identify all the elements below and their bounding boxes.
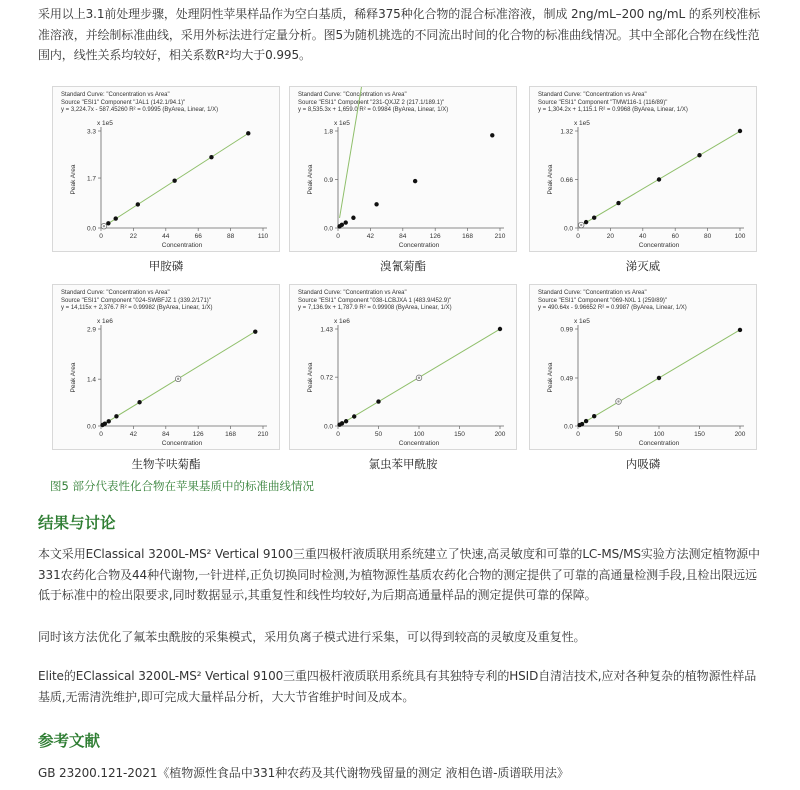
y-tick-label: 0.0 xyxy=(323,423,333,431)
y-tick-label: 0.66 xyxy=(560,176,573,184)
standard-curve-chart xyxy=(290,285,518,451)
data-point-center xyxy=(617,400,619,402)
data-point xyxy=(413,179,417,183)
y-tick-label: 0.9 xyxy=(323,176,333,184)
x-tick-label: 60 xyxy=(671,233,679,240)
standard-curve-chart xyxy=(530,285,758,451)
y-axis-title: Peak Area xyxy=(547,362,554,393)
data-point xyxy=(657,376,661,380)
y-scale-label: x 1e5 xyxy=(574,120,590,127)
data-point xyxy=(352,414,356,418)
y-tick-label: 0.0 xyxy=(86,225,96,233)
curve-header: Standard Curve: "Concentration vs Area" Source "ESI1" Component "024-SWBFJZ 1 (339.2/171)" y = 14,115x + 2,376.7 R² = 0.99982 (ByArea, Linear, 1/X) xyxy=(61,290,213,312)
data-point xyxy=(592,216,596,220)
data-point xyxy=(344,220,348,224)
x-tick-label: 210 xyxy=(257,431,269,438)
x-axis-title: Concentration xyxy=(161,440,203,447)
x-tick-label: 50 xyxy=(374,431,383,438)
x-tick-label: 84 xyxy=(399,233,407,240)
y-tick-label: 1.43 xyxy=(320,326,333,334)
standard-curve-chart xyxy=(530,87,758,253)
data-point xyxy=(376,399,380,403)
y-axis-title: Peak Area xyxy=(547,164,554,195)
curve-panel-4 xyxy=(52,284,280,450)
y-scale-label: x 1e5 xyxy=(97,120,113,127)
data-point xyxy=(738,129,742,133)
x-tick-label: 200 xyxy=(734,431,746,438)
x-axis-title: Concentration xyxy=(398,440,440,447)
y-tick-label: 0.0 xyxy=(563,423,573,431)
standard-curve-chart xyxy=(53,285,281,451)
data-point xyxy=(340,223,344,227)
compound-caption: 涕灭威 xyxy=(625,259,661,273)
y-tick-label: 0.49 xyxy=(560,375,573,383)
x-tick-label: 150 xyxy=(694,431,705,438)
references-heading: 参考文献 xyxy=(38,732,101,750)
y-tick-label: 0.72 xyxy=(320,374,333,382)
data-point xyxy=(351,216,355,220)
x-tick-label: 168 xyxy=(462,233,474,240)
curve-panel-6 xyxy=(529,284,757,450)
y-scale-label: x 1e5 xyxy=(334,120,350,127)
x-tick-label: 84 xyxy=(162,431,170,438)
x-tick-label: 200 xyxy=(494,431,506,438)
y-tick-label: 0.99 xyxy=(560,326,573,334)
data-point xyxy=(616,201,620,205)
reference-item: GB 23200.121-2021《植物源性食品中331种农药及其代谢物残留量的测定 液相色谱-质谱联用法》 xyxy=(38,766,569,780)
data-point xyxy=(340,421,344,425)
data-point xyxy=(738,328,742,332)
x-tick-label: 80 xyxy=(703,233,712,240)
y-tick-label: 1.8 xyxy=(323,128,333,136)
y-scale-label: x 1e5 xyxy=(574,318,590,325)
data-point xyxy=(498,327,502,331)
intro-paragraph: 采用以上3.1前处理步骤，处理阴性苹果样品作为空白基质，稀释375种化合物的混合标准溶液，制成 2ng/mL–200 ng/mL 的系列校准标准溶液，并绘制标准曲线，采用外标法进行定量分析。图5为随机挑选的不同流出时间的化合物的标准曲线情况。其中全部化合物在线性范围内，线性关系均较好，相关系数R²均大于0.995。 xyxy=(38,7,761,62)
data-point xyxy=(107,419,111,423)
x-tick-label: 100 xyxy=(413,431,425,438)
curve-panel-5 xyxy=(289,284,517,450)
compound-caption: 生物苄呋菊酯 xyxy=(131,457,201,471)
results-heading: 结果与讨论 xyxy=(38,514,116,532)
compound-caption: 内吸磷 xyxy=(625,457,661,471)
results-paragraph-3: Elite的EClassical 3200L-MS² Vertical 9100三重四极杆液质联用系统具有其独特专利的HSID自清洁技术,应对各种复杂的植物源性样品基质,无需清洗维护,即可完成大量样品分析，大大节省维护时间及成本。 xyxy=(38,669,757,704)
y-tick-label: 0.0 xyxy=(563,225,573,233)
x-tick-label: 0 xyxy=(99,431,103,438)
data-point xyxy=(584,220,588,224)
data-point xyxy=(490,133,494,137)
data-point-center xyxy=(418,377,420,379)
x-axis-title: Concentration xyxy=(161,242,203,249)
data-point xyxy=(697,153,701,157)
curve-panel-3 xyxy=(529,86,757,252)
y-tick-label: 1.4 xyxy=(86,376,96,384)
x-tick-label: 0 xyxy=(336,431,340,438)
data-point xyxy=(580,422,584,426)
data-point xyxy=(592,414,596,418)
y-tick-label: 0.0 xyxy=(86,423,96,431)
data-point xyxy=(103,421,107,425)
data-point xyxy=(374,202,378,206)
y-axis-title: Peak Area xyxy=(70,362,77,393)
data-point xyxy=(114,216,118,220)
data-point xyxy=(137,400,141,404)
y-tick-label: 3.3 xyxy=(86,128,96,136)
curve-header: Standard Curve: "Concentration vs Area" Source "ESI1" Component "069-NXL 1 (259/89)" y = 490.64x - 9.96652 R² = 0.9987 (ByArea, Linear, 1/X) xyxy=(538,290,687,312)
data-point xyxy=(209,155,213,159)
figure-caption: 图5 部分代表性化合物在苹果基质中的标准曲线情况 xyxy=(50,479,314,493)
results-paragraph-1: 本文采用EClassical 3200L-MS² Vertical 9100三重四极杆液质联用系统建立了快速,高灵敏度和可靠的LC-MS/MS实验方法测定植物源中331农药化合物及44种代谢物,一针进样,正负切换同时检测,为植物源性基质农药化合物的测定提供了可靠的高通量检测手段,且检出限远远低于标准中的检出限要求,同时数据显示,其重复性和线性均较好,为后期高通量样品的测定提供可靠的保障。 xyxy=(38,547,760,602)
y-scale-label: x 1e6 xyxy=(97,318,113,325)
y-axis-title: Peak Area xyxy=(70,164,77,195)
data-point xyxy=(246,131,250,135)
data-point xyxy=(114,414,118,418)
y-tick-label: 0.0 xyxy=(323,225,333,233)
y-axis-title: Peak Area xyxy=(307,164,314,195)
curve-header: Standard Curve: "Concentration vs Area" Source "ESI1" Component "038-LCBJXA 1 (483.9/452.9)" y = 7,136.9x + 1,787.9 R² = 0.99908 (ByArea, Linear, 1/X) xyxy=(298,290,452,312)
x-tick-label: 66 xyxy=(194,233,202,240)
results-paragraph-2: 同时该方法优化了氟苯虫酰胺的采集模式，采用负离子模式进行采集，可以得到较高的灵敏度及重复性。 xyxy=(38,630,586,644)
data-point xyxy=(253,329,257,333)
curve-header: Standard Curve: "Concentration vs Area" Source "ESI1" Component "231-QXJZ 2 (217.1/189.1)" y = 8,535.3x + 1,659.0 R² = 0.9984 (ByArea, Linear, 1/X) xyxy=(298,92,449,114)
fit-line xyxy=(340,87,493,218)
compound-caption: 溴氰菊酯 xyxy=(380,259,426,273)
x-axis-title: Concentration xyxy=(638,440,680,447)
x-axis-title: Concentration xyxy=(638,242,680,249)
x-tick-label: 0 xyxy=(336,233,340,240)
x-tick-label: 100 xyxy=(653,431,665,438)
data-point xyxy=(106,221,110,225)
x-tick-label: 168 xyxy=(225,431,237,438)
data-point xyxy=(136,202,140,206)
standard-curve-chart xyxy=(290,87,518,253)
data-point-center xyxy=(103,225,105,227)
y-axis-title: Peak Area xyxy=(307,362,314,393)
x-tick-label: 22 xyxy=(129,233,138,240)
x-tick-label: 50 xyxy=(614,431,623,438)
y-tick-label: 1.7 xyxy=(86,175,96,183)
curve-header: Standard Curve: "Concentration vs Area" Source "ESI1" Component "TMW116-1 (116/89)" y = 1,304.2x + 1,115.1 R² = 0.9968 (ByArea, Linear, 1/X) xyxy=(538,92,688,114)
curve-header: Standard Curve: "Concentration vs Area" Source "ESI1" Component "JAL1 (142.1/94.1)" y = 3,224.7x - 587.45260 R² = 0.9995 (ByArea, Linear, 1/X) xyxy=(61,92,219,114)
x-tick-label: 40 xyxy=(639,233,647,240)
x-axis-title: Concentration xyxy=(398,242,440,249)
x-tick-label: 88 xyxy=(226,233,235,240)
compound-caption: 氯虫苯甲酰胺 xyxy=(368,457,438,471)
x-tick-label: 126 xyxy=(429,233,441,240)
curve-panel-1 xyxy=(52,86,280,252)
data-point xyxy=(172,178,176,182)
curve-panel-2 xyxy=(289,86,517,252)
x-tick-label: 44 xyxy=(162,233,170,240)
data-point-center xyxy=(580,224,582,226)
x-tick-label: 20 xyxy=(606,233,615,240)
x-tick-label: 0 xyxy=(99,233,103,240)
x-tick-label: 42 xyxy=(366,233,375,240)
x-tick-label: 126 xyxy=(192,431,204,438)
x-tick-label: 210 xyxy=(494,233,506,240)
standard-curve-chart xyxy=(53,87,281,253)
data-point-center xyxy=(177,378,179,380)
y-tick-label: 2.9 xyxy=(86,326,96,334)
compound-caption: 甲胺磷 xyxy=(148,259,184,273)
x-tick-label: 150 xyxy=(454,431,465,438)
data-point xyxy=(344,419,348,423)
y-scale-label: x 1e6 xyxy=(334,318,350,325)
data-point xyxy=(657,177,661,181)
data-point xyxy=(584,419,588,423)
x-tick-label: 100 xyxy=(734,233,746,240)
x-tick-label: 110 xyxy=(257,233,269,240)
y-tick-label: 1.32 xyxy=(560,128,573,136)
x-tick-label: 0 xyxy=(576,431,580,438)
x-tick-label: 0 xyxy=(576,233,580,240)
x-tick-label: 42 xyxy=(129,431,138,438)
